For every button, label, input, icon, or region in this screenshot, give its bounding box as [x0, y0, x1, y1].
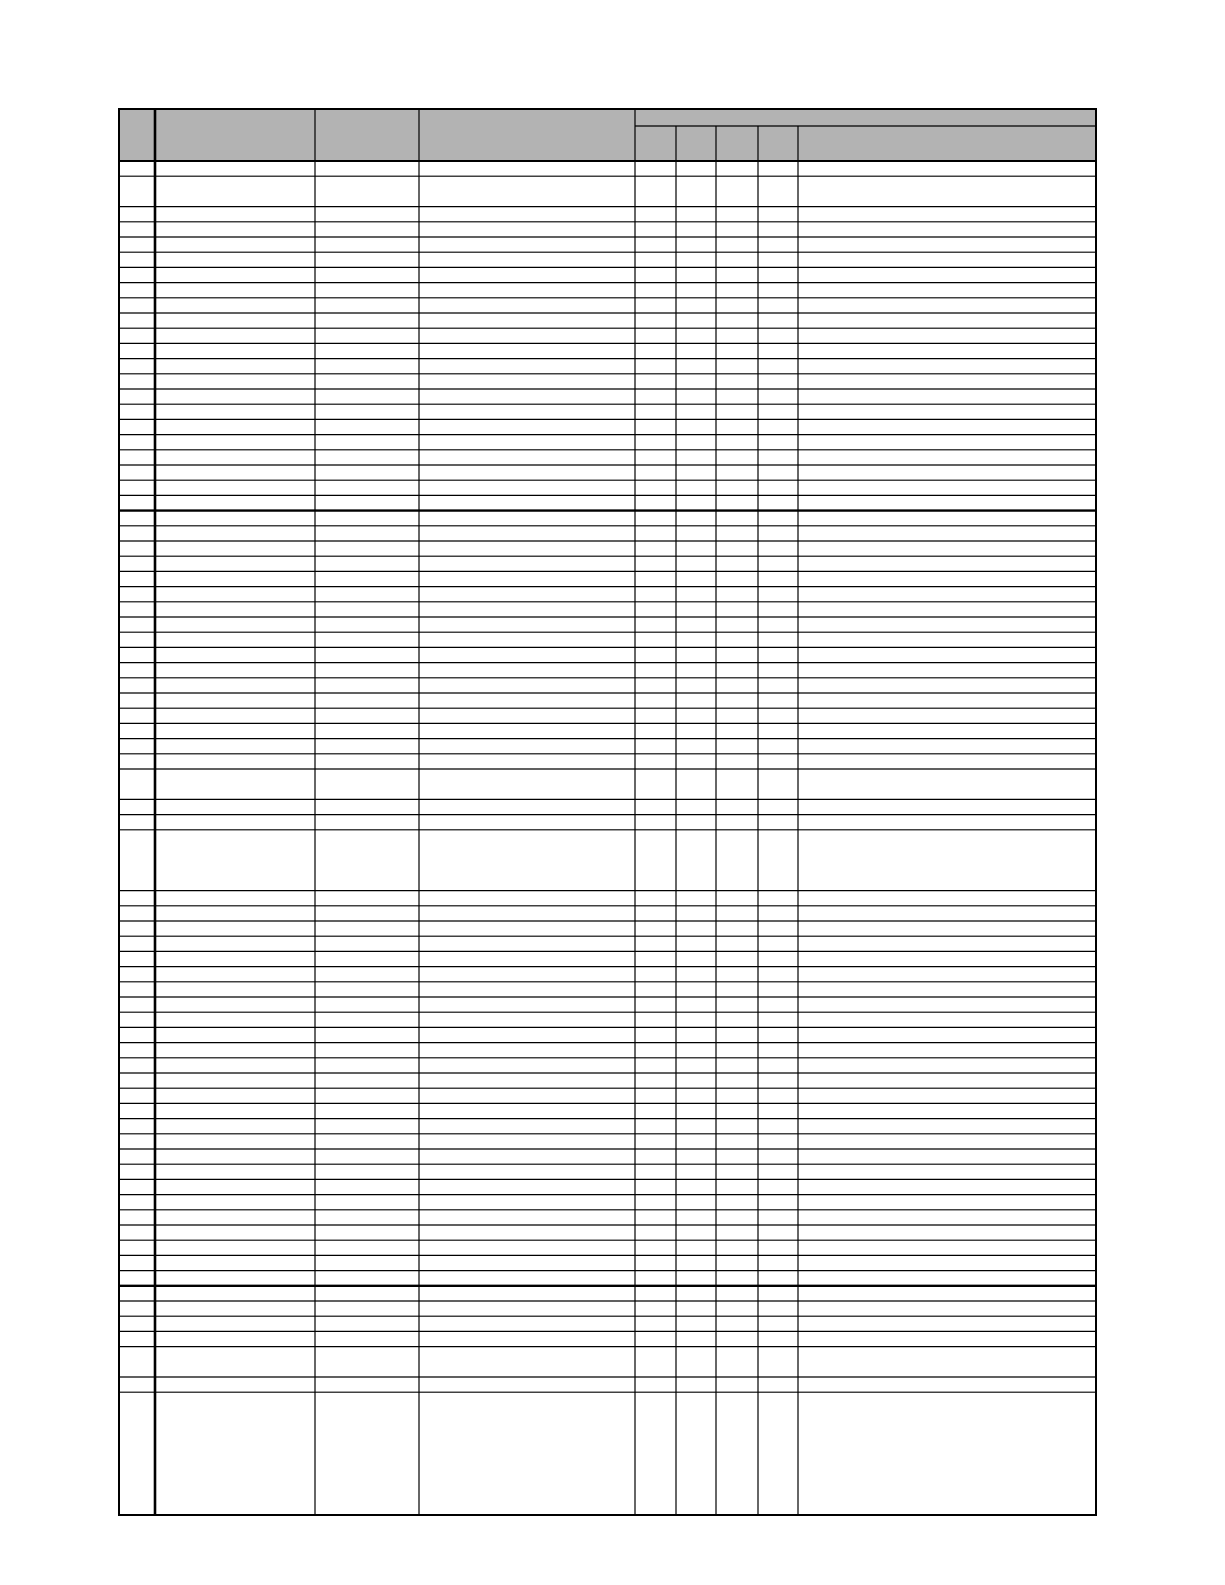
header-band [118, 108, 1097, 161]
blank-form-table [118, 108, 1097, 1516]
table-frame [119, 109, 1096, 1515]
table-grid [118, 108, 1097, 1516]
